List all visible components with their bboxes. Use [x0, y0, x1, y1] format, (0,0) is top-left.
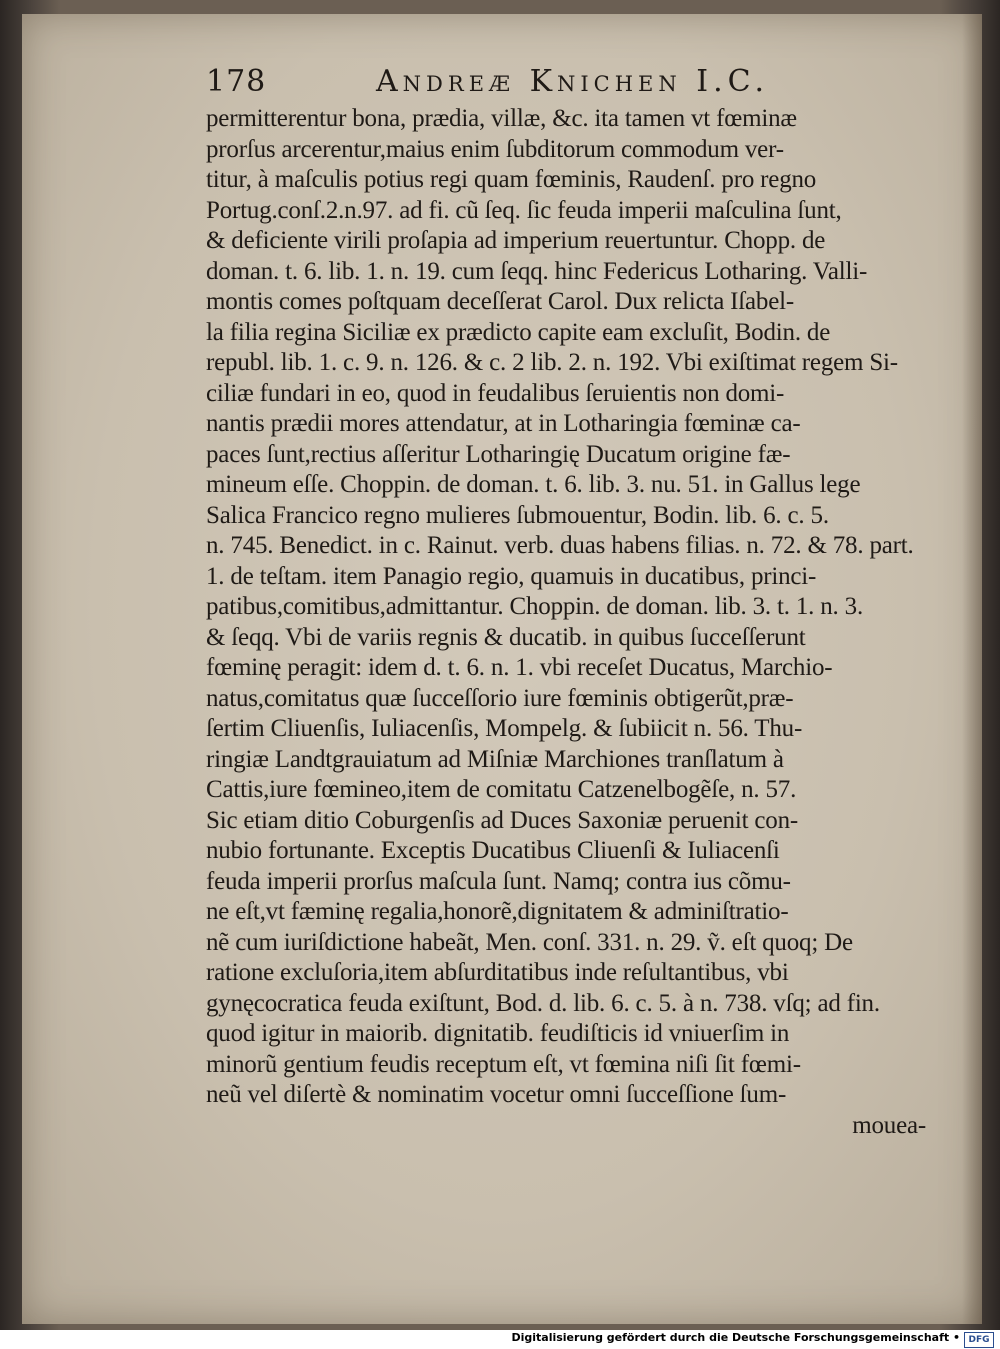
text-line: republ. lib. 1. c. 9. n. 126. & c. 2 lib. 2. n. 192. Vbi exiſtimat regem Si-: [206, 349, 898, 376]
text-line: 1. de teſtam. item Panagio regio, quamuis in ducatibus, princi-: [206, 562, 817, 590]
text-line: Sic etiam ditio Coburgenſis ad Duces Saxoniæ peruenit con-: [206, 806, 799, 834]
text-line: Cattis,iure fœmineo,item de comitatu Catzenelbogẽſe, n. 57.: [206, 776, 797, 803]
text-line: nantis prædii mores attendatur, at in Lotharingia fœminæ ca-: [206, 410, 801, 437]
text-line: doman. t. 6. lib. 1. n. 19. cum ſeqq. hinc Federicus Lotharing. Valli-: [206, 257, 868, 285]
text-line: Salica Francico regno mulieres ſubmouentur, Bodin. lib. 6. c. 5.: [206, 501, 829, 529]
text-line: quod igitur in maiorib. dignitatib. feudiſticis id vniuerſim in: [206, 1020, 790, 1047]
text-line: patibus,comitibus,admittantur. Choppin. de doman. lib. 3. t. 1. n. 3.: [206, 593, 863, 620]
text-line: feuda imperii prorſus maſcula ſunt. Namq; contra ius cõmu-: [206, 867, 791, 895]
text-line: ratione excluſoria,item abſurditatibus inde reſultantibus, vbi: [206, 959, 789, 986]
footer-bar: [0, 1330, 1000, 1349]
text-line: gynęcocratica feuda exiſtunt, Bod. d. lib. 6. c. 5. à n. 738. vſq; ad fin.: [206, 989, 880, 1017]
text-line: minorũ gentium feudis receptum eſt, vt fœmina niſi ſit fœmi-: [206, 1050, 801, 1078]
text-line: & deficiente virili proſapia ad imperium reuertuntur. Chopp. de: [206, 227, 826, 254]
text-line: permitterentur bona, prædia, villæ, &c. ita tamen vt fœminæ: [206, 105, 797, 132]
text-line: titur, à maſculis potius regi quam fœminis, Raudenſ. pro regno: [206, 166, 817, 193]
text-line: nẽ cum iuriſdictione habeãt, Men. conſ. 331. n. 29. ṽ. eſt quoq; De: [206, 928, 853, 956]
text-line: montis comes poſtquam deceſſerat Carol. Dux relicta Iſabel-: [206, 288, 794, 315]
page-number: 178: [206, 64, 267, 99]
funding-credit: Digitalisierung gefördert durch die Deutsche Forschungsgemeinschaft •: [511, 1331, 960, 1344]
text-line: ciliæ fundari in eo, quod in feudalibus ſeruientis non domi-: [206, 379, 785, 407]
page-edge-shadow: [962, 14, 982, 1324]
text-line: mineum eſſe. Choppin. de doman. t. 6. lib. 3. nu. 51. in Gallus lege: [206, 471, 861, 498]
text-line: ne eſt,vt fæminę regalia,honorẽ,dignitatem & adminiſtratio-: [206, 898, 789, 925]
body-text: [206, 104, 946, 1141]
text-line: Portug.conſ.2.n.97. ad fi. cũ ſeq. ſic feuda imperii maſculina ſunt,: [206, 196, 842, 224]
running-head: [206, 64, 806, 100]
text-line: fœminę peragit: idem d. t. 6. n. 1. vbi receſet Ducatus, Marchio-: [206, 654, 833, 681]
text-line: mouea-: [852, 1111, 926, 1139]
text-line: paces ſunt,rectius aſſeritur Lotharingię Ducatum origine fæ-: [206, 440, 791, 468]
text-line: ſertim Cliuenſis, Iuliacenſis, Mompelg. & ſubiicit n. 56. Thu-: [206, 715, 803, 742]
text-line: prorſus arcerentur,maius enim ſubditorum commodum ver-: [206, 135, 784, 163]
dfg-logo: DFG: [964, 1332, 994, 1348]
text-line: nubio fortunante. Exceptis Ducatibus Cliuenſi & Iuliacenſi: [206, 837, 780, 864]
running-title: Andreæ Knichen I.C.: [376, 64, 770, 99]
text-line: la filia regina Siciliæ ex prædicto capite eam excluſit, Bodin. de: [206, 318, 831, 346]
text-line: neũ vel diſertè & nominatim vocetur omni ſucceſſione ſum-: [206, 1081, 787, 1108]
text-line: natus,comitatus quæ ſucceſſorio iure fœminis obtigerũt,præ-: [206, 684, 794, 712]
text-line: n. 745. Benedict. in c. Rainut. verb. duas habens filias. n. 72. & 78. part.: [206, 532, 914, 559]
text-line: ringiæ Landtgrauiatum ad Miſniæ Marchiones tranſlatum à: [206, 745, 784, 773]
text-line: & ſeqq. Vbi de variis regnis & ducatib. in quibus ſucceſſerunt: [206, 623, 806, 651]
